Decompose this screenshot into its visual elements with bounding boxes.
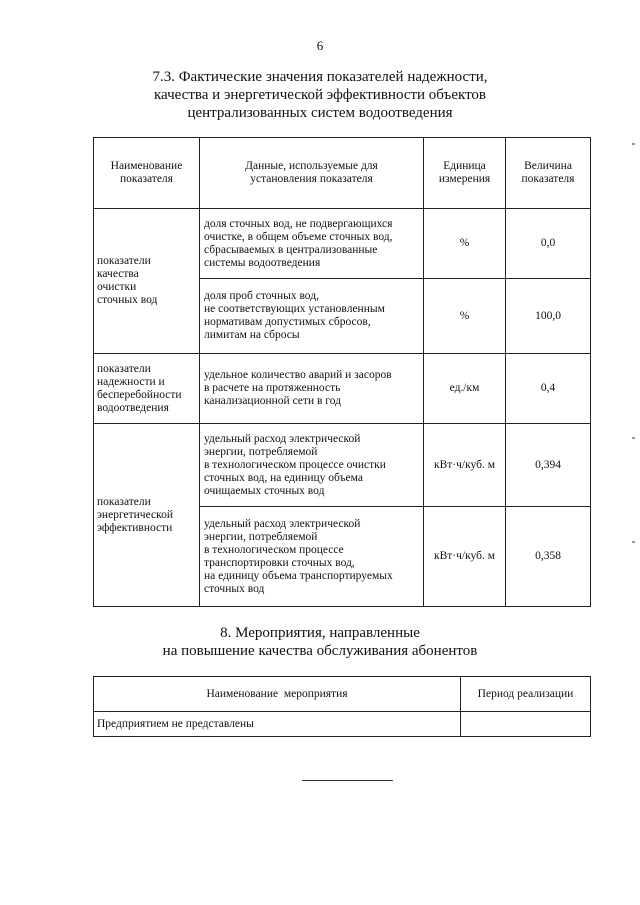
- unit-cell: %: [424, 279, 506, 354]
- value-cell: 0,0: [506, 209, 591, 279]
- criterion-line: качества: [97, 268, 139, 280]
- criterion-line: показатели: [97, 362, 151, 375]
- header-indicator-name: [94, 138, 200, 209]
- title-line: 7.3. Фактические значения показателей надежности,: [152, 69, 488, 85]
- header-value: [506, 138, 591, 209]
- description-line: удельный расход электрической: [204, 517, 361, 530]
- criterion-line: надежности и: [97, 375, 165, 388]
- unit-cell: %: [424, 209, 506, 279]
- header-measure-name: Наименование мероприятия: [94, 677, 461, 712]
- description-line: лимитам на сбросы: [204, 329, 300, 341]
- description-line: удельный расход электрической: [204, 432, 361, 445]
- description-cell: [200, 507, 424, 607]
- unit-cell: кВт·ч/куб. м: [424, 507, 506, 607]
- scan-edge-mark: [632, 437, 635, 439]
- header-unit: [424, 138, 506, 209]
- scan-edge-mark: [632, 143, 635, 145]
- header-line: показателя: [521, 173, 575, 185]
- description-line: в технологическом процессе очистки: [204, 458, 386, 471]
- description-line: сточных вод, на единицу объема: [204, 471, 363, 484]
- value-cell: 100,0: [506, 279, 591, 354]
- section-8-title: [0, 624, 640, 660]
- header-line: Данные, используемые для: [245, 160, 378, 172]
- value-cell: 0,358: [506, 507, 591, 607]
- value-cell: 0,4: [506, 354, 591, 424]
- header-line: установления показателя: [250, 173, 373, 185]
- criterion-line: сточных вод: [97, 294, 158, 306]
- table-row: [94, 209, 591, 279]
- description-cell: [200, 424, 424, 507]
- header-line: Наименование: [110, 160, 183, 172]
- header-row: [94, 138, 591, 209]
- indicators-table: [93, 137, 591, 607]
- description-line: в технологическом процессе: [204, 543, 344, 556]
- table-row: [94, 424, 591, 507]
- page-number: 6: [316, 38, 324, 53]
- header-line: Величина: [524, 160, 572, 172]
- description-line: доля проб сточных вод,: [204, 290, 319, 302]
- criterion-line: водоотведения: [97, 401, 169, 414]
- description-line: энергии, потребляемой: [204, 445, 318, 458]
- header-line: показателя: [120, 173, 173, 185]
- header-line: Единица: [443, 160, 486, 172]
- description-line: нормативам допустимых сбросов,: [204, 316, 371, 328]
- header-line: измерения: [438, 173, 491, 185]
- criterion-line: эффективности: [97, 521, 173, 534]
- description-line: системы водоотведения: [204, 256, 321, 269]
- description-line: доля сточных вод, не подвергающихся: [204, 217, 393, 230]
- unit-cell: ед./км: [424, 354, 506, 424]
- period-cell: [461, 712, 591, 737]
- description-cell: [200, 279, 424, 354]
- description-line: не соответствующих установленным: [204, 303, 385, 315]
- criterion-cell: [94, 209, 200, 354]
- description-line: сбрасываемых в централизованные: [204, 243, 378, 256]
- table-row: [94, 712, 591, 737]
- criterion-line: бесперебойности: [97, 388, 182, 401]
- description-line: сточных вод: [204, 582, 265, 595]
- criterion-line: очистки: [97, 281, 137, 293]
- description-cell: [200, 354, 424, 424]
- description-line: удельное количество аварий и засоров: [204, 369, 392, 381]
- measures-table: [93, 676, 591, 737]
- criterion-line: энергетической: [97, 508, 173, 521]
- description-line: очищаемых сточных вод: [204, 484, 325, 497]
- description-cell: [200, 209, 424, 279]
- description-line: очистке, в общем объеме сточных вод,: [204, 230, 393, 243]
- table-row: [94, 354, 591, 424]
- header-source-data: [200, 138, 424, 209]
- title-line: централизованных систем водоотведения: [187, 105, 453, 121]
- footer-divider: [302, 780, 393, 781]
- unit-cell: кВт·ч/куб. м: [424, 424, 506, 507]
- description-line: на единицу объема транспортируемых: [204, 569, 393, 582]
- criterion-cell: [94, 424, 200, 607]
- measure-name-cell: Предприятием не представлены: [94, 712, 461, 737]
- title-line: 8. Мероприятия, направленные: [220, 625, 420, 641]
- description-line: энергии, потребляемой: [204, 530, 318, 543]
- description-line: транспортировки сточных вод,: [204, 556, 355, 569]
- criterion-cell: [94, 354, 200, 424]
- criterion-line: показатели: [97, 255, 151, 267]
- title-line: на повышение качества обслуживания абонентов: [162, 643, 478, 659]
- criterion-line: показатели: [97, 495, 151, 508]
- header-period: Период реализации: [461, 677, 591, 712]
- description-line: в расчете на протяженность: [204, 382, 341, 394]
- title-line: качества и энергетической эффективности объектов: [153, 87, 487, 103]
- description-line: канализационной сети в год: [204, 395, 341, 407]
- section-7-3-title: [0, 68, 640, 122]
- scan-edge-mark: [632, 541, 635, 543]
- value-cell: 0,394: [506, 424, 591, 507]
- header-row: [94, 677, 591, 712]
